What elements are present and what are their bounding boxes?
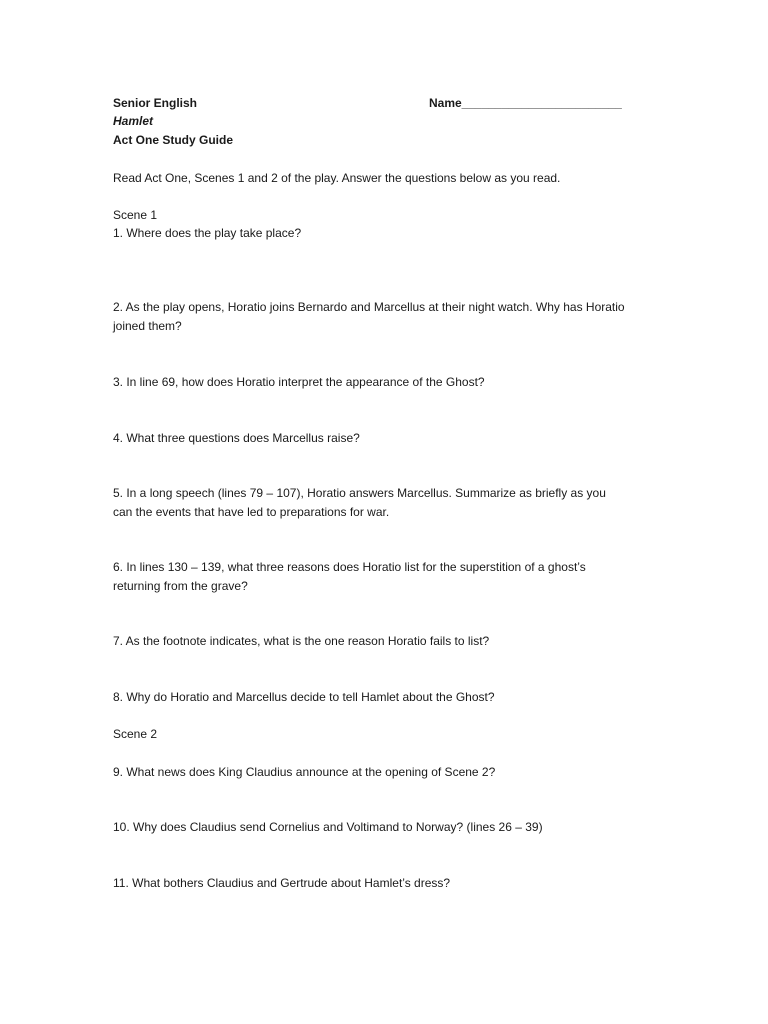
question-4: 4. What three questions does Marcellus raise? xyxy=(113,431,360,445)
question-5-line-2: can the events that have led to preparations for war. xyxy=(113,505,390,519)
guide-title: Act One Study Guide xyxy=(113,133,234,147)
question-3: 3. In line 69, how does Horatio interpret the appearance of the Ghost? xyxy=(113,375,485,389)
question-10: 10. Why does Claudius send Cornelius and Voltimand to Norway? (lines 26 – 39) xyxy=(113,820,543,834)
instructions: Read Act One, Scenes 1 and 2 of the play. Answer the questions below as you read. xyxy=(113,171,561,185)
question-8: 8. Why do Horatio and Marcellus decide to tell Hamlet about the Ghost? xyxy=(113,690,495,704)
question-2-line-1: 2. As the play opens, Horatio joins Bernardo and Marcellus at their night watch. Why has Horatio xyxy=(113,300,625,314)
scene-1-heading: Scene 1 xyxy=(113,208,158,222)
question-6-line-1: 6. In lines 130 – 139, what three reasons does Horatio list for the superstition of a ghost’s xyxy=(113,560,586,574)
question-2-line-2: joined them? xyxy=(113,319,182,333)
play-title: Hamlet xyxy=(113,114,154,128)
question-5-line-1: 5. In a long speech (lines 79 – 107), Horatio answers Marcellus. Summarize as briefly as you xyxy=(113,486,606,500)
question-9: 9. What news does King Claudius announce at the opening of Scene 2? xyxy=(113,765,496,779)
question-6-line-2: returning from the grave? xyxy=(113,579,248,593)
question-7: 7. As the footnote indicates, what is the one reason Horatio fails to list? xyxy=(113,634,490,648)
course-title: Senior English xyxy=(113,96,198,110)
scene-2-heading: Scene 2 xyxy=(113,727,158,741)
question-11: 11. What bothers Claudius and Gertrude about Hamlet’s dress? xyxy=(113,876,451,890)
question-1: 1. Where does the play take place? xyxy=(113,226,302,240)
name-field: Name________________________ xyxy=(429,96,622,110)
